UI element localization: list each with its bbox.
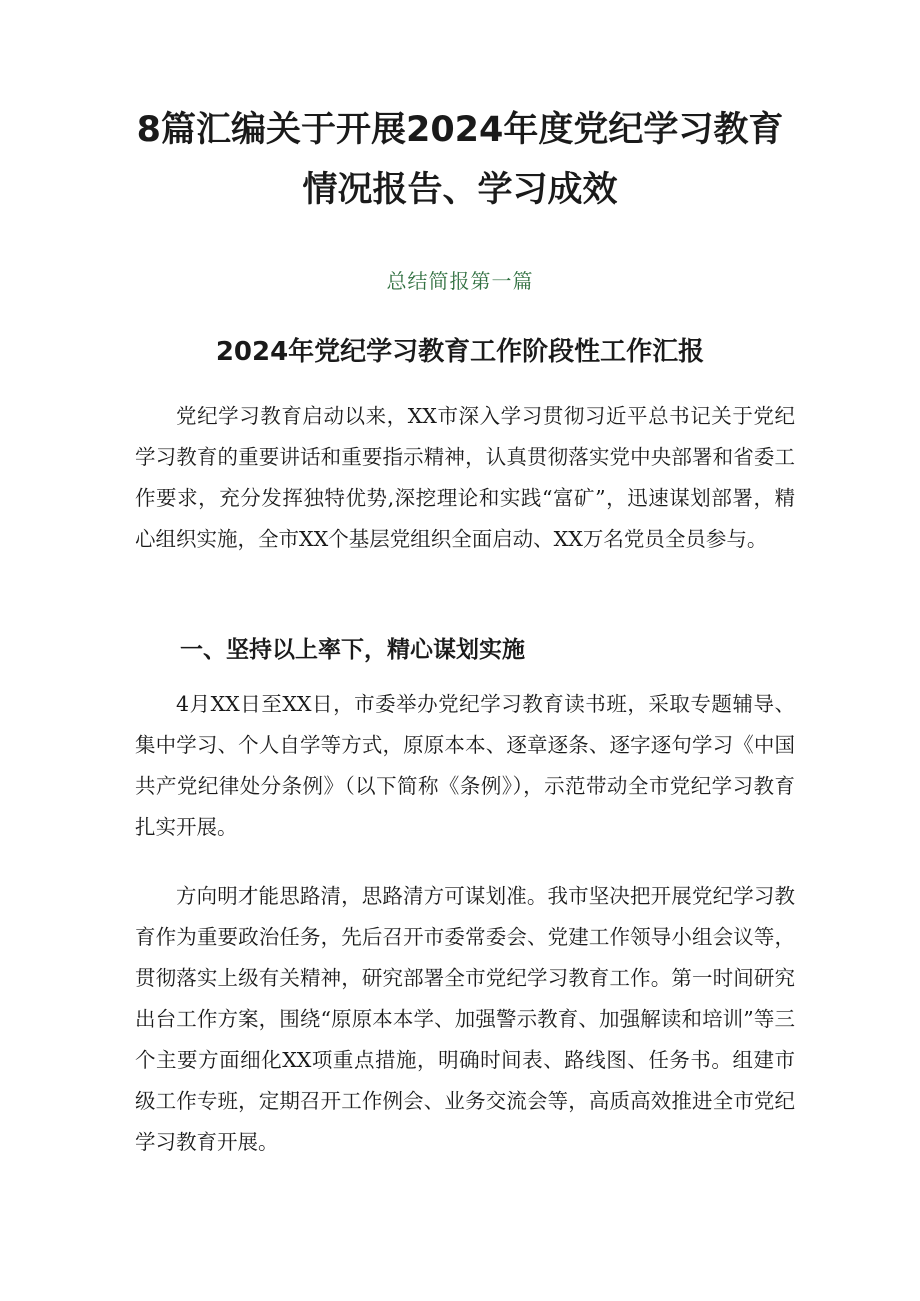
paragraph-intro: 党纪学习教育启动以来，XX市深入学习贯彻习近平总书记关于党纪学习教育的重要讲话和重要指示精神，认真贯彻落实党中央部署和省委工作要求，充分发挥独特优势,深挖理论和实践“富矿”，迅速谋划部署，精心组织实施，全市XX个基层党组织全面启动、XX万名党员全员参与。 xyxy=(135,404,795,551)
document-subtitle: 总结简报第一篇 xyxy=(386,269,534,293)
main-title-line-1: 8篇汇编关于开展2024年度党纪学习教育 xyxy=(136,110,784,150)
section-heading-1: 一、坚持以上率下，精心谋划实施 xyxy=(180,637,525,663)
paragraph-planning: 方向明才能思路清，思路清方可谋划准。我市坚决把开展党纪学习教育作为重要政治任务，先后召开市委常委会、党建工作领导小组会议等，贯彻落实上级有关精神，研究部署全市党纪学习教育工作。第一时间研究出台工作方案，围绕“原原本本学、加强警示教育、加强解读和培训”等三个主要方面细化XX项重点措施，明确时间表、路线图、任务书。组建市级工作专班，定期召开工作例会、业务交流会等，高质高效推进全市党纪学习教育开展。 xyxy=(135,884,795,1154)
document-main-title xyxy=(90,100,830,220)
main-title-line-2: 情况报告、学习成效 xyxy=(302,170,618,210)
report-title: 2024年党纪学习教育工作阶段性工作汇报 xyxy=(215,337,705,367)
paragraph-reading-class: 4月XX日至XX日，市委举办党纪学习教育读书班，采取专题辅导、集中学习、个人自学等方式，原原本本、逐章逐条、逐字逐句学习《中国共产党纪律处分条例》（以下简称《条例》），示范带动全市党纪学习教育扎实开展。 xyxy=(135,692,795,839)
